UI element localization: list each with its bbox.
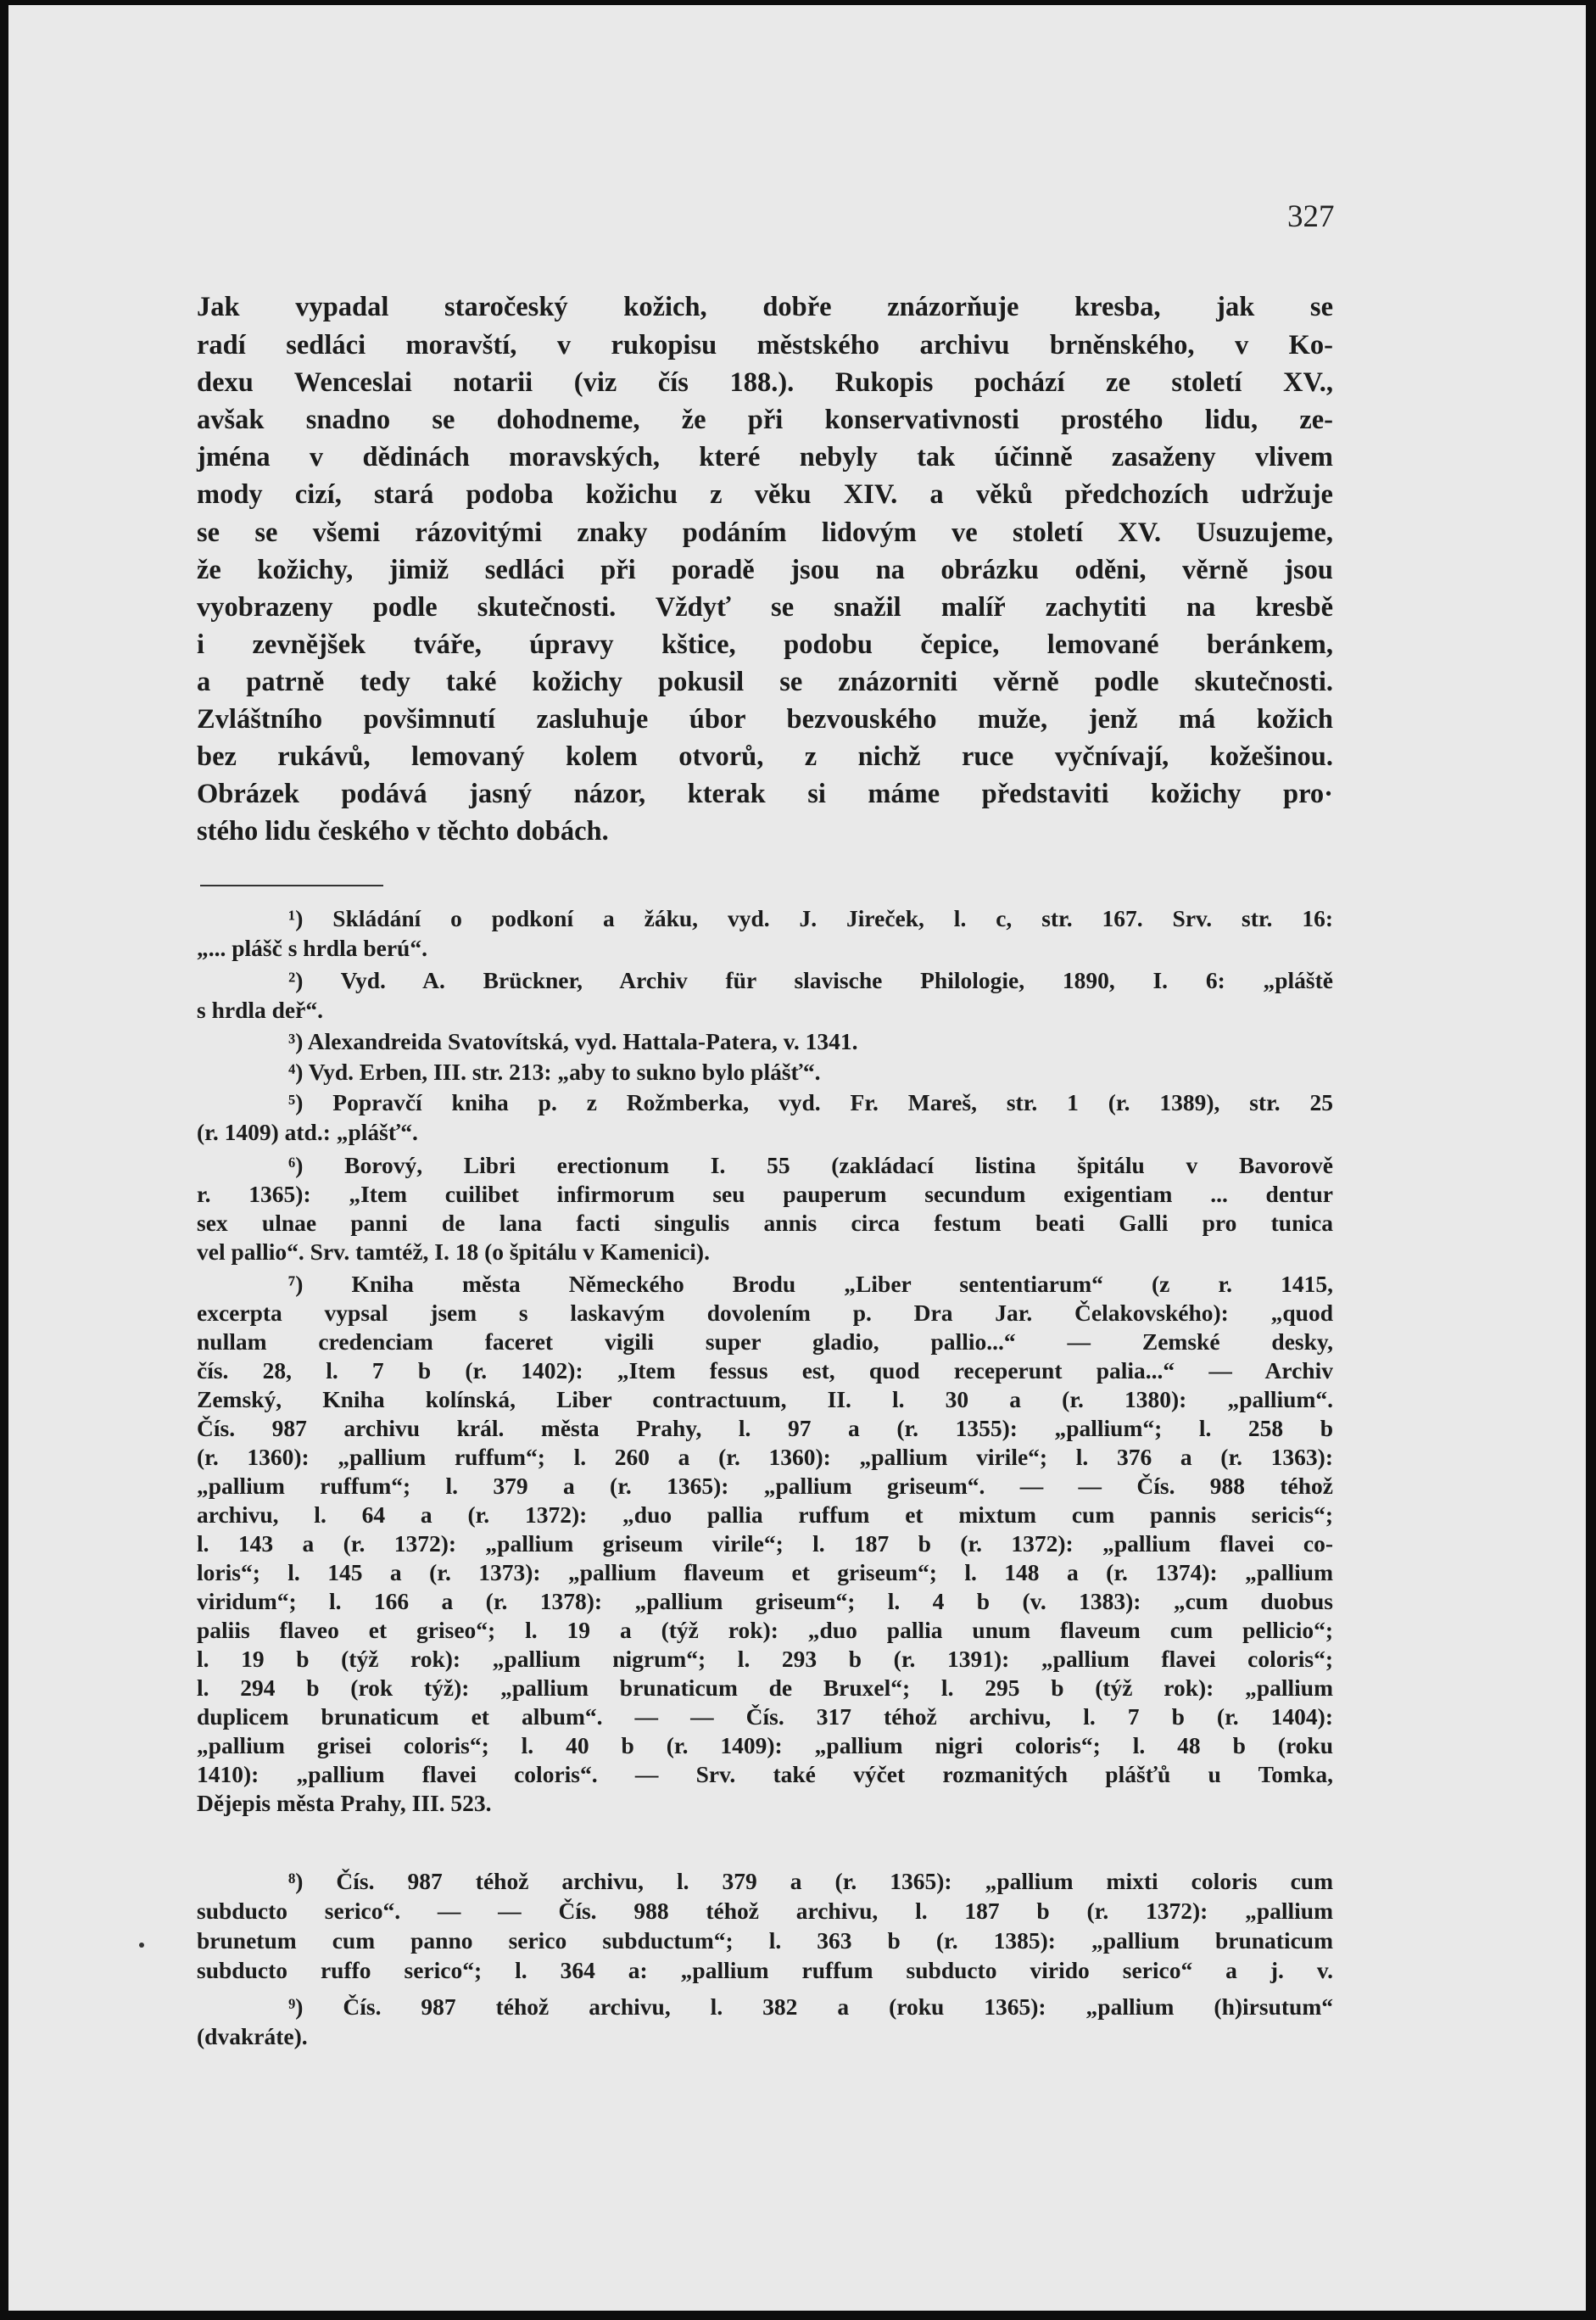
footnote-line: ⁹) Čís. 987 téhož archivu, l. 382 a (roku 1365): „pallium (h)irsutum“ bbox=[288, 1993, 1333, 2020]
margin-speck bbox=[139, 1943, 144, 1948]
footnote-line: brunetum cum panno serico subductum“; l. 363 b (r. 1385): „pallium brunaticum bbox=[197, 1927, 1333, 1954]
footnote-line: excerpta vypsal jsem s laskavým dovolením p. Dra Jar. Čelakovského): „quod bbox=[197, 1300, 1333, 1326]
body-line: že kožichy, jimiž sedláci při poradě jsou na obrázku oděni, věrně jsou bbox=[197, 555, 1333, 585]
body-line: jména v dědinách moravských, které nebyly tak účinně zasaženy vlivem bbox=[197, 442, 1333, 472]
footnote-line: ⁴) Vyd. Erben, III. str. 213: „aby to sukno bylo plášť“. bbox=[288, 1059, 821, 1085]
footnote-line: archivu, l. 64 a (r. 1372): „duo pallia ruffum et mixtum cum pannis sericis“; bbox=[197, 1501, 1333, 1528]
footnote-line: ⁶) Borový, Libri erectionum I. 55 (zakládací listina špitálu v Bavorově bbox=[288, 1152, 1333, 1178]
footnote-line: viridum“; l. 166 a (r. 1378): „pallium griseum“; l. 4 b (v. 1383): „cum duobus bbox=[197, 1588, 1333, 1614]
footnote-line: vel pallio“. Srv. tamtéž, I. 18 (o špitálu v Kamenici). bbox=[197, 1238, 710, 1265]
footnote-line: r. 1365): „Item cuilibet infirmorum seu pauperum secundum exigentiam ... dentur bbox=[197, 1181, 1333, 1207]
footnote-line: subducto ruffo serico“; l. 364 a: „pallium ruffum subducto virido serico“ a j. v. bbox=[197, 1957, 1333, 1983]
footnote-line: (r. 1409) atd.: „plášť“. bbox=[197, 1119, 418, 1145]
footnote-line: „... plášč s hrdla berú“. bbox=[197, 935, 427, 961]
footnote-line: s hrdla deř“. bbox=[197, 997, 323, 1023]
body-line: i zevnějšek tváře, úpravy kštice, podobu čepice, lemované beránkem, bbox=[197, 629, 1333, 660]
footnote-line: nullam credenciam faceret vigili super gladio, pallio...“ — Zemské desky, bbox=[197, 1328, 1333, 1355]
footnote-line: l. 19 b (týž rok): „pallium nigrum“; l. 293 b (r. 1391): „pallium flavei coloris“; bbox=[197, 1646, 1333, 1672]
footnote-line: „pallium ruffum“; l. 379 a (r. 1365): „pallium griseum“. — — Čís. 988 téhož bbox=[197, 1473, 1333, 1499]
footnote-line: Zemský, Kniha kolínská, Liber contractuum, II. l. 30 a (r. 1380): „pallium“. bbox=[197, 1386, 1333, 1412]
footnote-line: Čís. 987 archivu král. města Prahy, l. 97 a (r. 1355): „pallium“; l. 258 b bbox=[197, 1415, 1333, 1441]
footnote-line: l. 143 a (r. 1372): „pallium griseum virile“; l. 187 b (r. 1372): „pallium flavei co- bbox=[197, 1530, 1333, 1557]
footnote-line: (dvakráte). bbox=[197, 2023, 308, 2049]
body-line: dexu Wenceslai notarii (viz čís 188.). Rukopis pochází ze století XV., bbox=[197, 367, 1333, 398]
body-line: Obrázek podává jasný názor, kterak si máme představiti kožichy pro· bbox=[197, 779, 1333, 809]
footnote-line: sex ulnae panni de lana facti singulis annis circa festum beati Galli pro tunica bbox=[197, 1210, 1333, 1236]
footnote-line: čís. 28, l. 7 b (r. 1402): „Item fessus est, quod receperunt palia...“ — Archiv bbox=[197, 1357, 1333, 1384]
footnote-line: duplicem brunaticum et album“. — — Čís. 317 téhož archivu, l. 7 b (r. 1404): bbox=[197, 1703, 1333, 1730]
footnote-line: loris“; l. 145 a (r. 1373): „pallium flaveum et griseum“; l. 148 a (r. 1374): „pallium bbox=[197, 1559, 1333, 1585]
body-line: Zvláštního povšimnutí zasluhuje úbor bezvouského muže, jenž má kožich bbox=[197, 704, 1333, 735]
footnote-line: paliis flaveo et griseo“; l. 19 a (týž rok): „duo pallia unum flaveum cum pellicio“; bbox=[197, 1617, 1333, 1643]
body-line: mody cizí, stará podoba kožichu z věku XIV. a věků předchozích udržuje bbox=[197, 479, 1333, 510]
footnote-line: l. 294 b (rok týž): „pallium brunaticum de Bruxel“; l. 295 b (týž rok): „pallium bbox=[197, 1674, 1333, 1701]
footnote-line: (r. 1360): „pallium ruffum“; l. 260 a (r. 1360): „pallium virile“; l. 376 a (r. 1363): bbox=[197, 1444, 1333, 1470]
body-line: vyobrazeny podle skutečnosti. Vždyť se snažil malíř zachytiti na kresbě bbox=[197, 592, 1333, 623]
footnote-line: ²) Vyd. A. Brückner, Archiv für slavische Philologie, 1890, I. 6: „pláště bbox=[288, 967, 1333, 993]
footnote-line: 1410): „pallium flavei coloris“. — Srv. také výčet rozmanitých plášťů u Tomka, bbox=[197, 1761, 1333, 1787]
body-line: stého lidu českého v těchto dobách. bbox=[197, 816, 609, 847]
body-line: a patrně tedy také kožichy pokusil se znázorniti věrně podle skutečnosti. bbox=[197, 667, 1333, 697]
footnote-line: ¹) Skládání o podkoní a žáku, vyd. J. Jireček, l. c, str. 167. Srv. str. 16: bbox=[288, 905, 1333, 931]
footnote-line: ⁷) Kniha města Německého Brodu „Liber sententiarum“ (z r. 1415, bbox=[288, 1271, 1333, 1297]
scanned-page bbox=[8, 5, 1586, 2311]
footnote-line: ⁵) Popravčí kniha p. z Rožmberka, vyd. Fr. Mareš, str. 1 (r. 1389), str. 25 bbox=[288, 1089, 1333, 1115]
footnote-line: ³) Alexandreida Svatovítská, vyd. Hattala-Patera, v. 1341. bbox=[288, 1028, 858, 1054]
body-line: bez rukávů, lemovaný kolem otvorů, z nichž ruce vyčnívají, kožešinou. bbox=[197, 741, 1333, 772]
footnote-line: Dějepis města Prahy, III. 523. bbox=[197, 1790, 492, 1816]
footnote-line: ⁸) Čís. 987 téhož archivu, l. 379 a (r. 1365): „pallium mixti coloris cum bbox=[288, 1868, 1333, 1894]
body-line: radí sedláci moravští, v rukopisu městského archivu brněnského, v Ko- bbox=[197, 330, 1333, 361]
body-line: avšak snadno se dohodneme, že při konservativnosti prostého lidu, ze- bbox=[197, 405, 1333, 435]
footnote-line: subducto serico“. — — Čís. 988 téhož archivu, l. 187 b (r. 1372): „pallium bbox=[197, 1898, 1333, 1924]
body-line: se se všemi rázovitými znaky podáním lidovým ve století XV. Usuzujeme, bbox=[197, 517, 1333, 548]
footnote-separator bbox=[200, 885, 383, 886]
footnote-line: „pallium grisei coloris“; l. 40 b (r. 1409): „pallium nigri coloris“; l. 48 b (roku bbox=[197, 1732, 1333, 1758]
page-number: 327 bbox=[1287, 199, 1335, 234]
body-line: Jak vypadal staročeský kožich, dobře znázorňuje kresba, jak se bbox=[197, 292, 1333, 322]
